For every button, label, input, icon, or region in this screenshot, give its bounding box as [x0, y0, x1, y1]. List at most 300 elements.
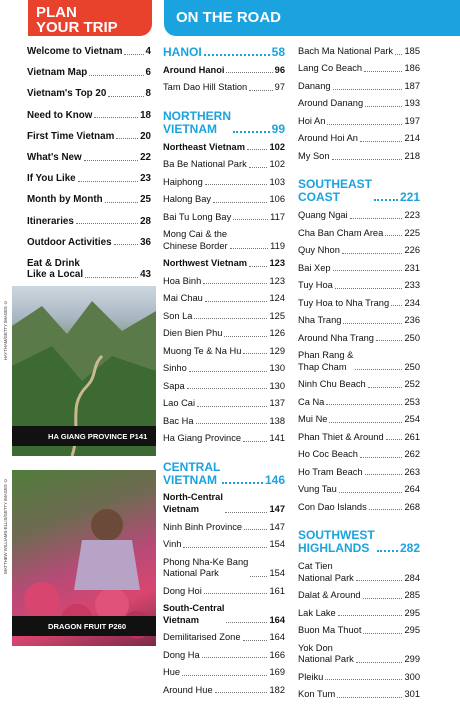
- toc-entry-page: 154: [269, 539, 285, 550]
- toc-entry[interactable]: [298, 81, 420, 93]
- dot-leader: [108, 96, 143, 97]
- toc-entry-title: My Son: [298, 150, 330, 161]
- toc-entry-page: 137: [269, 398, 285, 409]
- toc-entry-page: 221: [399, 190, 420, 205]
- dot-leader: [360, 141, 403, 142]
- toc-entry-title: Around Hanoi: [163, 64, 225, 75]
- toc-entry-title: Mai Chau: [163, 293, 203, 304]
- toc-entry-page: 8: [145, 88, 151, 100]
- toc-entry-page: 261: [404, 431, 420, 442]
- toc-entry-page: 263: [404, 466, 420, 477]
- dot-leader: [377, 550, 398, 552]
- toc-entry[interactable]: [163, 346, 285, 358]
- dot-leader: [337, 697, 402, 698]
- toc-subsection-heading[interactable]: [163, 142, 285, 154]
- toc-entry[interactable]: [298, 397, 420, 409]
- toc-section-heading[interactable]: [298, 529, 420, 555]
- dot-leader: [85, 277, 138, 278]
- dot-leader: [365, 106, 402, 107]
- ha-giang-caption: HA GIANG PROVINCE P141: [12, 426, 156, 446]
- toc-entry-title: Phan Thiet & Around: [298, 431, 384, 442]
- dot-leader: [395, 54, 402, 55]
- dot-leader: [350, 218, 403, 219]
- dot-leader: [244, 529, 267, 530]
- toc-subsection-heading[interactable]: [163, 492, 285, 515]
- toc-entry-page: 300: [404, 671, 420, 682]
- dot-leader: [204, 54, 270, 56]
- toc-entry[interactable]: [163, 522, 285, 534]
- toc-entry[interactable]: [298, 228, 420, 240]
- toc-entry[interactable]: [163, 586, 285, 598]
- dot-leader: [233, 219, 268, 220]
- toc-entry-title: Outdoor Activities: [27, 236, 112, 248]
- toc-entry-page: 146: [264, 472, 285, 487]
- toc-entry-page: 262: [404, 449, 420, 460]
- toc-subsection-heading[interactable]: [163, 603, 285, 626]
- toc-entry-title: Vietnam Map: [27, 67, 88, 79]
- toc-entry-page: 20: [140, 130, 151, 142]
- toc-entry-title: Tuy Hoa to Nha Trang: [298, 297, 390, 308]
- dot-leader: [363, 598, 403, 599]
- toc-entry-title: Cat Tien National Park: [298, 561, 354, 583]
- toc-entry[interactable]: [298, 625, 420, 637]
- toc-entry-page: 130: [269, 380, 285, 391]
- dot-leader: [187, 388, 268, 389]
- toc-entry-page: 123: [269, 258, 285, 269]
- toc-entry[interactable]: [27, 258, 151, 281]
- toc-entry[interactable]: [298, 350, 420, 373]
- toc-entry[interactable]: [298, 414, 420, 426]
- toc-entry[interactable]: [27, 88, 151, 100]
- toc-entry-page: 18: [140, 109, 151, 121]
- toc-entry-title: Ninh Chu Beach: [298, 379, 366, 390]
- toc-entry[interactable]: [298, 689, 420, 701]
- toc-entry-page: 250: [404, 361, 420, 372]
- dot-leader: [365, 474, 403, 475]
- toc-entry-page: 234: [404, 297, 420, 308]
- toc-entry-page: 97: [274, 82, 285, 93]
- toc-section-heading[interactable]: [163, 461, 285, 487]
- toc-entry-title: Vietnam's Top 20: [27, 88, 107, 100]
- dot-leader: [249, 266, 267, 267]
- toc-entry-title: NORTHERN VIETNAM: [163, 108, 231, 136]
- dragon-fruit-caption: DRAGON FRUIT P260: [12, 616, 156, 636]
- toc-entry-page: 285: [404, 590, 420, 601]
- toc-entry-title: Lang Co Beach: [298, 63, 363, 74]
- toc-entry-page: 43: [140, 269, 151, 281]
- toc-entry-page: 99: [271, 121, 285, 136]
- toc-entry-title: Eat & Drink Like a Local: [27, 257, 84, 281]
- toc-entry-title: SOUTHWEST HIGHLANDS: [298, 528, 375, 556]
- toc-entry-title: Around Hoi An: [298, 133, 358, 144]
- toc-entry-title: If You Like: [27, 173, 76, 185]
- toc-entry-title: Tam Dao Hill Station: [163, 82, 248, 93]
- toc-entry[interactable]: [298, 590, 420, 602]
- toc-entry-title: Lao Cai: [163, 398, 196, 409]
- dot-leader: [325, 679, 402, 680]
- dot-leader: [332, 159, 403, 160]
- dot-leader: [205, 184, 268, 185]
- toc-entry-page: 252: [404, 379, 420, 390]
- toc-entry-page: 225: [404, 227, 420, 238]
- toc-entry[interactable]: [163, 212, 285, 224]
- toc-entry-page: 295: [404, 607, 420, 618]
- toc-entry-title: South-Central Vietnam: [163, 603, 225, 625]
- toc-entry-title: Nha Trang: [298, 315, 342, 326]
- dot-leader: [224, 336, 267, 337]
- dot-leader: [376, 340, 403, 341]
- toc-entry-page: 169: [269, 667, 285, 678]
- toc-entry-page: 125: [269, 310, 285, 321]
- dot-leader: [250, 576, 267, 577]
- road-toc-column-1: [163, 46, 285, 702]
- toc-entry[interactable]: [163, 293, 285, 305]
- dot-leader: [369, 509, 403, 510]
- toc-entry-page: 154: [269, 568, 285, 579]
- toc-entry-page: 182: [269, 684, 285, 695]
- toc-entry[interactable]: [298, 298, 420, 310]
- toc-entry-page: 299: [404, 654, 420, 665]
- toc-entry-page: 214: [404, 133, 420, 144]
- toc-entry-page: 254: [404, 414, 420, 425]
- dot-leader: [368, 387, 403, 388]
- dot-leader: [213, 202, 267, 203]
- toc-entry[interactable]: [298, 643, 420, 666]
- dot-leader: [391, 305, 402, 306]
- toc-entry[interactable]: [298, 210, 420, 222]
- toc-entry[interactable]: [298, 133, 420, 145]
- toc-entry[interactable]: [298, 46, 420, 58]
- toc-entry[interactable]: [298, 280, 420, 292]
- dot-leader: [374, 199, 398, 201]
- toc-entry-title: Around Nha Trang: [298, 332, 374, 343]
- toc-entry-title: Muong Te & Na Hu: [163, 345, 242, 356]
- toc-entry[interactable]: [298, 449, 420, 461]
- dot-leader: [233, 131, 270, 133]
- toc-entry[interactable]: [298, 315, 420, 327]
- dot-leader: [326, 404, 402, 405]
- toc-entry[interactable]: [163, 685, 285, 697]
- dot-leader: [338, 615, 403, 616]
- toc-entry-title: Son La: [163, 310, 193, 321]
- dot-leader: [360, 457, 403, 458]
- toc-entry-page: 231: [404, 262, 420, 273]
- toc-entry[interactable]: [163, 632, 285, 644]
- toc-entry-title: Pleiku: [298, 671, 324, 682]
- toc-entry-page: 250: [404, 332, 420, 343]
- toc-entry-title: Dong Hoi: [163, 585, 202, 596]
- toc-entry[interactable]: [27, 216, 151, 228]
- toc-entry-title: Dien Bien Phu: [163, 328, 223, 339]
- plan-your-trip-header: [28, 0, 152, 36]
- toc-entry-page: 102: [269, 159, 285, 170]
- toc-entry-page: 193: [404, 98, 420, 109]
- toc-entry[interactable]: [298, 672, 420, 684]
- toc-entry-page: 23: [140, 173, 151, 185]
- dot-leader: [333, 89, 403, 90]
- toc-entry[interactable]: [298, 467, 420, 479]
- dot-leader: [364, 71, 402, 72]
- toc-entry[interactable]: [27, 67, 151, 79]
- toc-entry-page: 264: [404, 484, 420, 495]
- toc-section-heading[interactable]: [163, 110, 285, 136]
- toc-entry-page: 166: [269, 649, 285, 660]
- toc-entry-title: CENTRAL VIETNAM: [163, 459, 221, 487]
- toc-entry-page: 186: [404, 63, 420, 74]
- toc-entry-page: 218: [404, 150, 420, 161]
- toc-entry-page: 164: [269, 632, 285, 643]
- toc-entry-page: 126: [269, 328, 285, 339]
- dot-leader: [249, 90, 272, 91]
- dot-leader: [215, 692, 268, 693]
- toc-entry[interactable]: [298, 151, 420, 163]
- plan-toc-column: [27, 46, 151, 312]
- toc-entry-title: First Time Vietnam: [27, 130, 115, 142]
- dot-leader: [226, 622, 267, 623]
- toc-section-heading[interactable]: [163, 46, 285, 59]
- toc-entry-page: 117: [270, 211, 285, 222]
- dot-leader: [124, 54, 143, 55]
- toc-entry[interactable]: [163, 381, 285, 393]
- dot-leader: [194, 318, 267, 319]
- dot-leader: [203, 283, 267, 284]
- toc-entry[interactable]: [163, 398, 285, 410]
- dot-leader: [356, 580, 403, 581]
- on-the-road-header: ON THE ROAD: [164, 0, 460, 36]
- toc-entry-title: North-Central Vietnam: [163, 492, 223, 515]
- toc-entry-title: Hoi An: [298, 115, 326, 126]
- toc-entry-page: 161: [269, 585, 285, 596]
- toc-entry-title: Sinho: [163, 363, 187, 374]
- toc-entry[interactable]: [27, 194, 151, 206]
- toc-entry-title: Mui Ne: [298, 414, 328, 425]
- toc-entry-page: 141: [269, 433, 285, 444]
- toc-entry[interactable]: [298, 63, 420, 75]
- toc-entry-title: Danang: [298, 80, 331, 91]
- toc-entry[interactable]: [27, 173, 151, 185]
- toc-entry-page: 28: [140, 215, 151, 227]
- toc-entry[interactable]: [27, 237, 151, 249]
- toc-entry[interactable]: [298, 379, 420, 391]
- dot-leader: [243, 353, 267, 354]
- toc-entry-title: Tuy Hoa: [298, 280, 333, 291]
- toc-entry-title: Sapa: [163, 380, 185, 391]
- toc-subsection-heading[interactable]: [163, 258, 285, 270]
- toc-entry[interactable]: [163, 650, 285, 662]
- dot-leader: [226, 72, 272, 73]
- toc-entry-page: 284: [404, 572, 420, 583]
- toc-entry-title: Bac Ha: [163, 415, 194, 426]
- toc-entry-title: SOUTHEAST COAST: [298, 177, 373, 205]
- dot-leader: [89, 75, 143, 76]
- toc-entry[interactable]: [163, 82, 285, 94]
- toc-entry-title: Bai Xep: [298, 262, 331, 273]
- toc-entry-page: 36: [140, 236, 151, 248]
- toc-entry-title: Quy Nhon: [298, 245, 340, 256]
- toc-entry-page: 233: [404, 280, 420, 291]
- dot-leader: [189, 371, 268, 372]
- dot-leader: [329, 422, 402, 423]
- toc-entry[interactable]: [27, 131, 151, 143]
- toc-entry-title: Dalat & Around: [298, 590, 361, 601]
- toc-entry[interactable]: [163, 229, 285, 252]
- ha-giang-credit: HAYTHAM/GETTY IMAGES ©: [3, 300, 8, 361]
- toc-entry-page: 147: [269, 521, 285, 532]
- toc-entry[interactable]: [163, 416, 285, 428]
- dot-leader: [356, 662, 403, 663]
- dot-leader: [386, 439, 403, 440]
- toc-entry-page: 103: [269, 176, 285, 187]
- toc-entry-title: Halong Bay: [163, 194, 212, 205]
- toc-entry-title: Phan Rang & Thap Cham: [298, 350, 354, 372]
- toc-entry-title: Cha Ban Cham Area: [298, 227, 384, 238]
- dot-leader: [183, 547, 267, 548]
- dot-leader: [182, 675, 267, 676]
- toc-entry-title: Need to Know: [27, 109, 93, 121]
- toc-entry[interactable]: [298, 116, 420, 128]
- dot-leader: [355, 369, 402, 370]
- toc-entry-title: Month by Month: [27, 194, 103, 206]
- toc-entry-page: 226: [404, 245, 420, 256]
- toc-entry-page: 236: [404, 315, 420, 326]
- toc-entry-title: Ho Coc Beach: [298, 449, 358, 460]
- toc-entry-page: 147: [269, 504, 285, 515]
- toc-entry[interactable]: [163, 177, 285, 189]
- toc-entry-page: 58: [271, 45, 285, 59]
- dot-leader: [243, 640, 268, 641]
- toc-subsection-heading[interactable]: [163, 65, 285, 77]
- dot-leader: [249, 167, 268, 168]
- toc-entry-title: Lak Lake: [298, 607, 336, 618]
- plan-title-line2: YOUR TRIP: [36, 19, 118, 36]
- toc-entry[interactable]: [298, 432, 420, 444]
- toc-entry-page: 130: [269, 363, 285, 374]
- toc-entry-title: Demilitarised Zone: [163, 632, 241, 643]
- toc-entry[interactable]: [163, 363, 285, 375]
- toc-entry-title: HANOI: [163, 45, 202, 59]
- toc-entry[interactable]: [298, 608, 420, 620]
- toc-entry-title: Ba Be National Park: [163, 159, 247, 170]
- toc-entry-title: Ho Tram Beach: [298, 466, 363, 477]
- plan-title-line1: PLAN: [36, 4, 77, 21]
- toc-entry[interactable]: [163, 433, 285, 445]
- toc-entry[interactable]: [163, 539, 285, 551]
- toc-entry-page: 22: [140, 151, 151, 163]
- toc-entry[interactable]: [27, 46, 151, 58]
- toc-entry[interactable]: [163, 311, 285, 323]
- dot-leader: [196, 423, 268, 424]
- toc-entry-title: Ha Giang Province: [163, 433, 242, 444]
- toc-entry-title: Ca Na: [298, 396, 325, 407]
- dot-leader: [385, 235, 402, 236]
- toc-entry[interactable]: [27, 110, 151, 122]
- dot-leader: [105, 202, 138, 203]
- toc-entry[interactable]: [298, 98, 420, 110]
- toc-entry-title: Around Danang: [298, 98, 364, 109]
- dot-leader: [335, 288, 403, 289]
- toc-entry-title: Ninh Binh Province: [163, 521, 243, 532]
- toc-entry-page: 223: [404, 210, 420, 221]
- dot-leader: [333, 270, 403, 271]
- toc-entry-title: Welcome to Vietnam: [27, 46, 123, 57]
- toc-entry-title: Haiphong: [163, 176, 203, 187]
- dragon-fruit-photo: [12, 470, 156, 646]
- dot-leader: [247, 149, 268, 150]
- toc-entry[interactable]: [298, 263, 420, 275]
- toc-entry[interactable]: [298, 502, 420, 514]
- dot-leader: [84, 160, 139, 161]
- toc-entry[interactable]: [163, 194, 285, 206]
- toc-entry-page: 124: [269, 293, 285, 304]
- toc-entry-title: Quang Ngai: [298, 210, 348, 221]
- toc-entry-page: 96: [274, 64, 285, 75]
- dot-leader: [202, 657, 268, 658]
- toc-entry-page: 4: [145, 46, 151, 57]
- toc-entry[interactable]: [298, 484, 420, 496]
- dot-leader: [342, 253, 403, 254]
- dot-leader: [204, 593, 268, 594]
- toc-entry-title: Bai Tu Long Bay: [163, 211, 232, 222]
- dot-leader: [76, 223, 138, 224]
- toc-section-heading[interactable]: [298, 178, 420, 204]
- toc-entry[interactable]: [298, 561, 420, 584]
- dot-leader: [114, 244, 139, 245]
- dot-leader: [205, 301, 268, 302]
- toc-entry-page: 102: [269, 141, 285, 152]
- toc-entry-title: Yok Don National Park: [298, 642, 354, 665]
- toc-entry-page: 106: [269, 194, 285, 205]
- toc-entry-page: 282: [399, 541, 420, 556]
- toc-entry-title: Kon Tum: [298, 689, 336, 700]
- toc-entry-page: 301: [404, 689, 420, 700]
- toc-entry[interactable]: [298, 333, 420, 345]
- toc-entry[interactable]: [163, 667, 285, 679]
- toc-entry[interactable]: [163, 557, 285, 580]
- dragon-fruit-credit: MATTHEW WILLIAMS-ELLIS/GETTY IMAGES ©: [3, 478, 8, 574]
- toc-entry-title: Around Hue: [163, 684, 213, 695]
- dot-leader: [363, 633, 402, 634]
- toc-entry[interactable]: [298, 245, 420, 257]
- toc-entry-title: Bach Ma National Park: [298, 46, 394, 56]
- ha-giang-photo: [12, 286, 156, 456]
- toc-entry-page: 197: [404, 115, 420, 126]
- road-toc-column-2: [298, 46, 420, 707]
- toc-entry[interactable]: [163, 159, 285, 171]
- dot-leader: [78, 181, 138, 182]
- toc-entry[interactable]: [27, 152, 151, 164]
- toc-entry-page: 295: [404, 625, 420, 636]
- toc-entry-page: 129: [269, 345, 285, 356]
- toc-entry-page: 25: [140, 194, 151, 206]
- toc-entry-title: Vung Tau: [298, 484, 337, 495]
- toc-entry-page: 185: [404, 46, 420, 56]
- toc-entry-title: Con Dao Islands: [298, 501, 367, 512]
- toc-entry-title: What's New: [27, 151, 82, 163]
- toc-entry-title: Vinh: [163, 539, 182, 550]
- dot-leader: [243, 441, 267, 442]
- toc-entry-page: 187: [404, 80, 420, 91]
- dot-leader: [116, 138, 138, 139]
- dot-leader: [339, 492, 403, 493]
- toc-entry-page: 123: [269, 275, 285, 286]
- toc-entry[interactable]: [163, 276, 285, 288]
- toc-entry-title: Hue: [163, 667, 181, 678]
- toc-entry-page: 119: [270, 240, 285, 251]
- toc-entry-title: Phong Nha-Ke Bang National Park: [163, 556, 249, 579]
- toc-entry[interactable]: [163, 328, 285, 340]
- toc-entry-title: Itineraries: [27, 215, 74, 227]
- toc-entry-title: Dong Ha: [163, 649, 200, 660]
